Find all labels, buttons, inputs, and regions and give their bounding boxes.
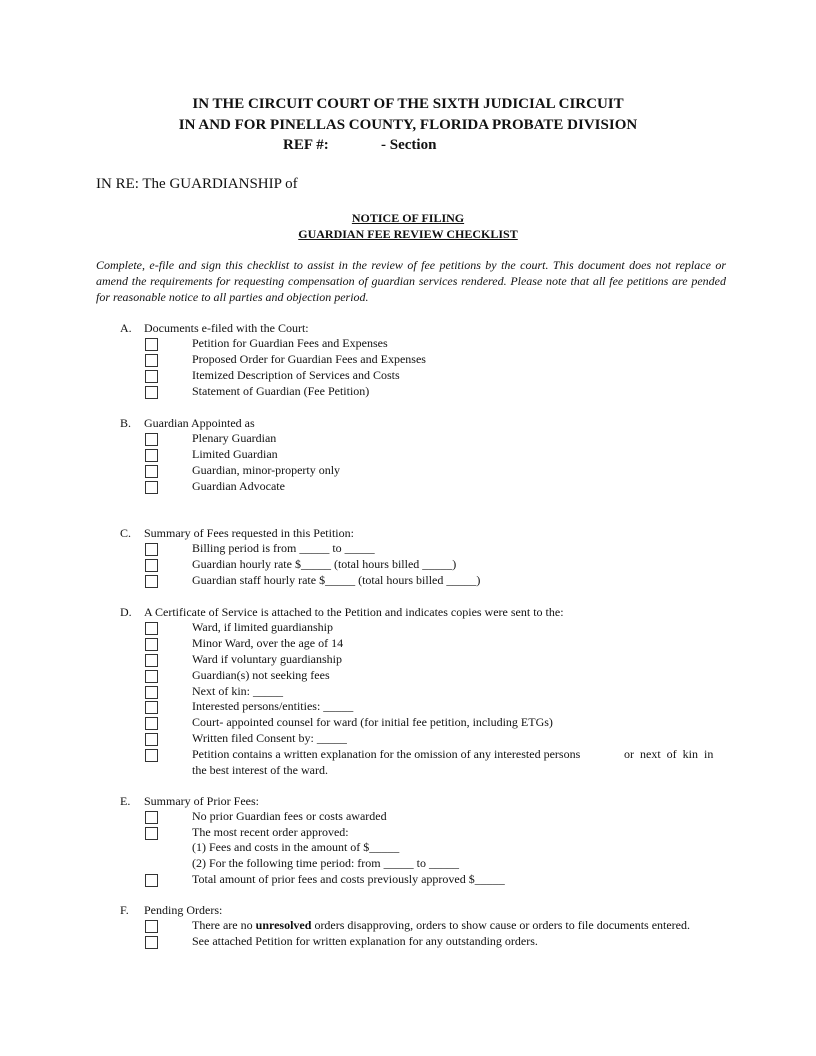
item-label: No prior Guardian fees or costs awarded xyxy=(192,809,387,823)
checkbox-proposed-order[interactable] xyxy=(145,354,158,367)
item-label: Next of kin: _____ xyxy=(192,684,283,698)
item-label: Guardian hourly rate $_____ (total hours billed _____) xyxy=(192,557,457,571)
section-e-letter: E. xyxy=(120,794,131,808)
item-label: Itemized Description of Services and Costs xyxy=(192,368,400,382)
section-f-letter: F. xyxy=(120,903,129,917)
checkbox-court-appointed-counsel[interactable] xyxy=(145,717,158,730)
checkbox-most-recent-order[interactable] xyxy=(145,827,158,840)
checkbox-itemized-description[interactable] xyxy=(145,370,158,383)
item-label: Guardian staff hourly rate $_____ (total hours billed _____) xyxy=(192,573,481,587)
section-d-title: A Certificate of Service is attached to the Petition and indicates copies were sent to the: xyxy=(144,605,564,619)
item-label: Minor Ward, over the age of 14 xyxy=(192,636,344,650)
item-label: Proposed Order for Guardian Fees and Expenses xyxy=(192,352,426,366)
ref-label: REF #: xyxy=(283,137,329,153)
in-re-line: IN RE: The GUARDIANSHIP of xyxy=(96,176,298,192)
checkbox-staff-hourly-rate[interactable] xyxy=(145,575,158,588)
item-label: Guardian, minor-property only xyxy=(192,463,341,477)
notice-title: NOTICE OF FILING xyxy=(351,211,465,225)
checkbox-guardians-not-seeking[interactable] xyxy=(145,670,158,683)
item-label: Limited Guardian xyxy=(192,447,278,461)
sub-item-label: (2) For the following time period: from _____ to _____ xyxy=(192,856,459,870)
checkbox-petition-fees[interactable] xyxy=(145,338,158,351)
item-label: Total amount of prior fees and costs previously approved $_____ xyxy=(192,872,505,886)
checkbox-minor-property[interactable] xyxy=(145,465,158,478)
section-c-letter: C. xyxy=(120,526,132,540)
item-label: Guardian(s) not seeking fees xyxy=(192,668,330,682)
checklist-title: GUARDIAN FEE REVIEW CHECKLIST xyxy=(298,227,518,241)
checkbox-ward-limited[interactable] xyxy=(145,622,158,635)
item-label: Plenary Guardian xyxy=(192,431,277,445)
item-label: Written filed Consent by: _____ xyxy=(192,731,347,745)
checkbox-ward-voluntary[interactable] xyxy=(145,654,158,667)
section-b-title: Guardian Appointed as xyxy=(144,416,255,430)
item-label: Ward, if limited guardianship xyxy=(192,620,333,634)
checkbox-minor-ward[interactable] xyxy=(145,638,158,651)
checkbox-no-prior-fees[interactable] xyxy=(145,811,158,824)
item-text-post: orders disapproving, orders to show cause or orders to file documents entered. xyxy=(311,918,690,932)
section-label: - Section xyxy=(381,137,437,153)
checkbox-guardian-hourly-rate[interactable] xyxy=(145,559,158,572)
item-text-pre: There are no xyxy=(192,918,256,932)
checkbox-written-consent[interactable] xyxy=(145,733,158,746)
checkbox-billing-period[interactable] xyxy=(145,543,158,556)
item-label: Petition for Guardian Fees and Expenses xyxy=(192,336,388,350)
item-text-bold: unresolved xyxy=(255,918,312,932)
section-a-letter: A. xyxy=(120,321,132,335)
section-f-title: Pending Orders: xyxy=(144,903,223,917)
checkbox-guardian-advocate[interactable] xyxy=(145,481,158,494)
checkbox-total-prior-fees[interactable] xyxy=(145,874,158,887)
checkbox-statement-of-guardian[interactable] xyxy=(145,386,158,399)
item-label: Statement of Guardian (Fee Petition) xyxy=(192,384,370,398)
checkbox-see-attached-petition[interactable] xyxy=(145,936,158,949)
section-a-title: Documents e-filed with the Court: xyxy=(144,321,309,335)
item-label xyxy=(192,918,690,933)
item-label: The most recent order approved: xyxy=(192,825,349,839)
checkbox-plenary-guardian[interactable] xyxy=(145,433,158,446)
item-label: Guardian Advocate xyxy=(192,479,285,493)
section-c-title: Summary of Fees requested in this Petition: xyxy=(144,526,354,540)
checkbox-omission-explanation[interactable] xyxy=(145,749,158,762)
court-header-line2: IN AND FOR PINELLAS COUNTY, FLORIDA PROBATE DIVISION xyxy=(178,117,638,133)
item-label: Billing period is from _____ to _____ xyxy=(192,541,375,555)
sub-item-label: (1) Fees and costs in the amount of $_____ xyxy=(192,840,400,854)
court-header-line1: IN THE CIRCUIT COURT OF THE SIXTH JUDICIAL CIRCUIT xyxy=(192,96,624,112)
checkbox-interested-persons[interactable] xyxy=(145,701,158,714)
checkbox-limited-guardian[interactable] xyxy=(145,449,158,462)
item-label: See attached Petition for written explanation for any outstanding orders. xyxy=(192,934,538,948)
item-label-continuation: the best interest of the ward. xyxy=(192,763,328,777)
item-label-tail: or next of kin in xyxy=(624,747,714,761)
section-d-letter: D. xyxy=(120,605,132,619)
item-label: Petition contains a written explanation for the omission of any interested persons xyxy=(192,747,581,761)
item-label: Court- appointed counsel for ward (for initial fee petition, including ETGs) xyxy=(192,715,553,729)
section-b-letter: B. xyxy=(120,416,132,430)
intro-paragraph: Complete, e-file and sign this checklist to assist in the review of fee petitions by the court. This document does not replace or amend the requirements for requesting compensation of guardian services rendered. Please note that all fee petitions are pended for reasonable notice to all parties and objection period. xyxy=(96,258,726,304)
item-label: Ward if voluntary guardianship xyxy=(192,652,342,666)
checkbox-next-of-kin[interactable] xyxy=(145,686,158,699)
item-label: Interested persons/entities: _____ xyxy=(192,699,354,713)
checkbox-no-unresolved-orders[interactable] xyxy=(145,920,158,933)
section-e-title: Summary of Prior Fees: xyxy=(144,794,259,808)
